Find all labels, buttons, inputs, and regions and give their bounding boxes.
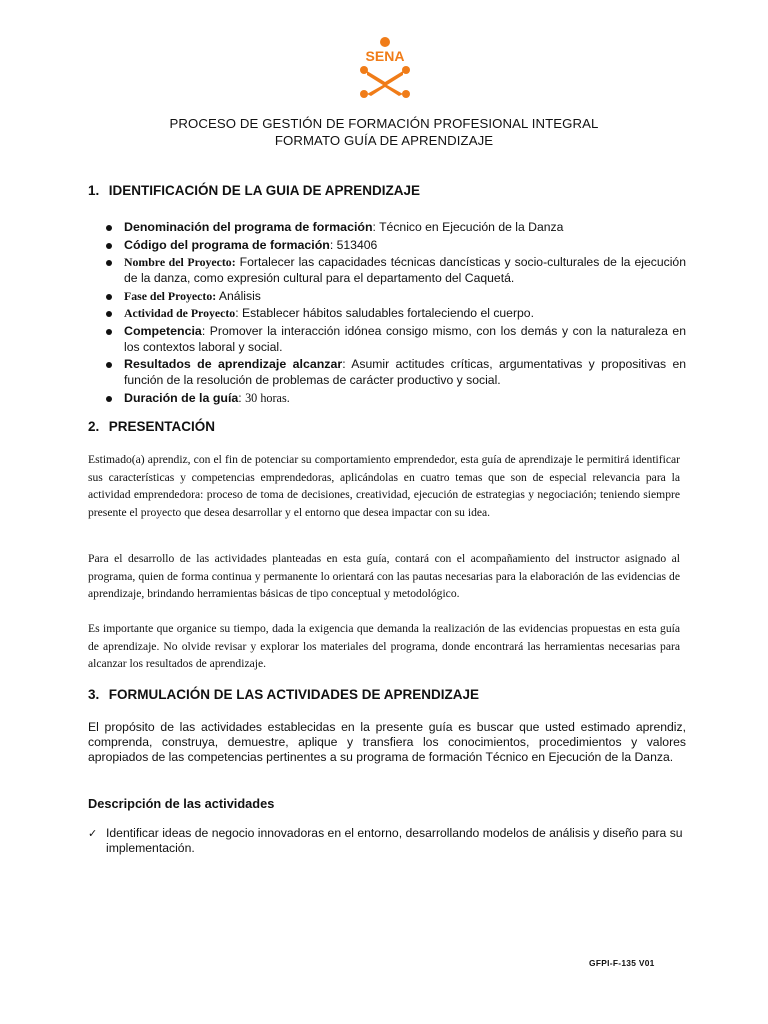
item-value: Fortalecer las capacidades técnicas dancísticas y socio-culturales de la ejecución de la danza, como expresión cultural para el departamento del Caquetá. — [124, 255, 686, 285]
list-item — [106, 390, 686, 406]
item-value: Análisis — [216, 288, 261, 303]
section-1-heading — [88, 183, 420, 198]
list-item — [106, 323, 686, 355]
bullet-icon — [106, 362, 112, 368]
sena-logo — [355, 36, 415, 102]
activity-item — [88, 826, 688, 856]
item-label: Nombre del Proyecto: — [124, 255, 236, 269]
presentation-paragraph-2: Para el desarrollo de las actividades planteadas en esta guía, contará con el acompañamiento del instructor asignado al programa, quien de forma continua y permanente lo orientará con las pautas necesarias para la elaboración de las evidencias de aprendizaje, brindando herramientas básicas de tipo conceptual y metodológico. — [88, 552, 680, 601]
item-value: : Asumir actitudes críticas, argumentativas y propositivas en función de la resolución de problemas de carácter productivo y social. — [124, 357, 687, 387]
activity-item-text: Identificar ideas de negocio innovadoras en el entorno, desarrollando modelos de análisis y diseño para su implementación. — [106, 826, 683, 856]
activities-paragraph: El propósito de las actividades establecidas en la presente guía es buscar que usted estimado aprendiz, comprenda, construya, demuestre, aplique y transfiera los conocimientos, procedimientos y valores apropiados de las competencias pertinentes a su programa de formación Técnico en Ejecución de la Danza. — [88, 720, 686, 765]
list-item — [106, 237, 686, 253]
item-label: Código del programa de formación — [124, 237, 330, 252]
item-label: Competencia — [124, 323, 202, 338]
bullet-icon — [106, 311, 112, 317]
document-subtitle: FORMATO GUÍA DE APRENDIZAJE — [274, 133, 494, 148]
form-code: GFPI-F-135 V01 — [589, 958, 655, 968]
item-label: Duración de la guía — [124, 390, 239, 405]
item-label: Resultados de aprendizaje alcanzar — [124, 357, 343, 371]
list-item — [106, 219, 686, 235]
bullet-icon — [106, 329, 112, 335]
presentation-paragraph-1: Estimado(a) aprendiz, con el fin de potenciar su comportamiento emprendedor, esta guía de aprendizaje le permitirá identificar sus características y competencias emprendedoras, aplicándolas en cuatro temas que son de especial relevancia para la actividad emprendedora: proceso de toma de decisiones, creatividad, ejecución de estrategias y negociación; teniendo siempre presente el proyecto que desea desarrollar y el entorno que desea impactar con su idea. — [88, 453, 680, 519]
list-item — [106, 305, 686, 321]
item-value: : Establecer hábitos saludables fortaleciendo el cuerpo. — [235, 306, 534, 320]
section-3-number: 3. — [88, 687, 100, 702]
item-value: : Promover la interacción idónea consigo mismo, con los demás y con la naturaleza en los contextos laboral y social. — [124, 323, 686, 354]
bullet-icon — [106, 225, 112, 231]
item-label: Denominación del programa de formación — [124, 220, 373, 234]
presentation-paragraph-3: Es importante que organice su tiempo, dada la exigencia que demanda la realización de las evidencias propuestas en esta guía de aprendizaje. No olvide revisar y explorar los materiales del programa, donde encontrará las herramientas necesarias para alcanzar los resultados de aprendizaje. — [88, 622, 680, 671]
section-1-number: 1. — [88, 183, 100, 198]
item-value-extra: 30 horas. — [245, 390, 290, 405]
item-label: Fase del Proyecto: — [124, 288, 217, 303]
list-item — [106, 356, 686, 388]
document-title: PROCESO DE GESTIÓN DE FORMACIÓN PROFESIONAL INTEGRAL — [169, 116, 599, 131]
item-value: : 513406 — [329, 237, 378, 252]
section-3-heading — [88, 687, 479, 702]
item-value: : — [238, 390, 246, 405]
list-item — [106, 288, 686, 304]
item-label: Actividad de Proyecto — [124, 306, 236, 320]
list-item — [106, 254, 686, 286]
section-2-number: 2. — [88, 419, 100, 434]
identification-list — [106, 219, 686, 407]
logo-text: SENA — [365, 48, 405, 64]
activities-subheading: Descripción de las actividades — [88, 796, 275, 811]
bullet-icon — [106, 396, 112, 402]
section-2-heading — [88, 419, 215, 434]
bullet-icon — [106, 260, 112, 266]
section-2-title: PRESENTACIÓN — [108, 419, 216, 434]
section-3-title: FORMULACIÓN DE LAS ACTIVIDADES DE APRENDIZAJE — [108, 687, 480, 702]
bullet-icon — [106, 294, 112, 300]
item-value: : Técnico en Ejecución de la Danza — [372, 220, 564, 234]
checkmark-icon: ✓ — [88, 827, 98, 840]
bullet-icon — [106, 243, 112, 249]
section-1-title: IDENTIFICACIÓN DE LA GUIA DE APRENDIZAJE — [108, 183, 421, 198]
